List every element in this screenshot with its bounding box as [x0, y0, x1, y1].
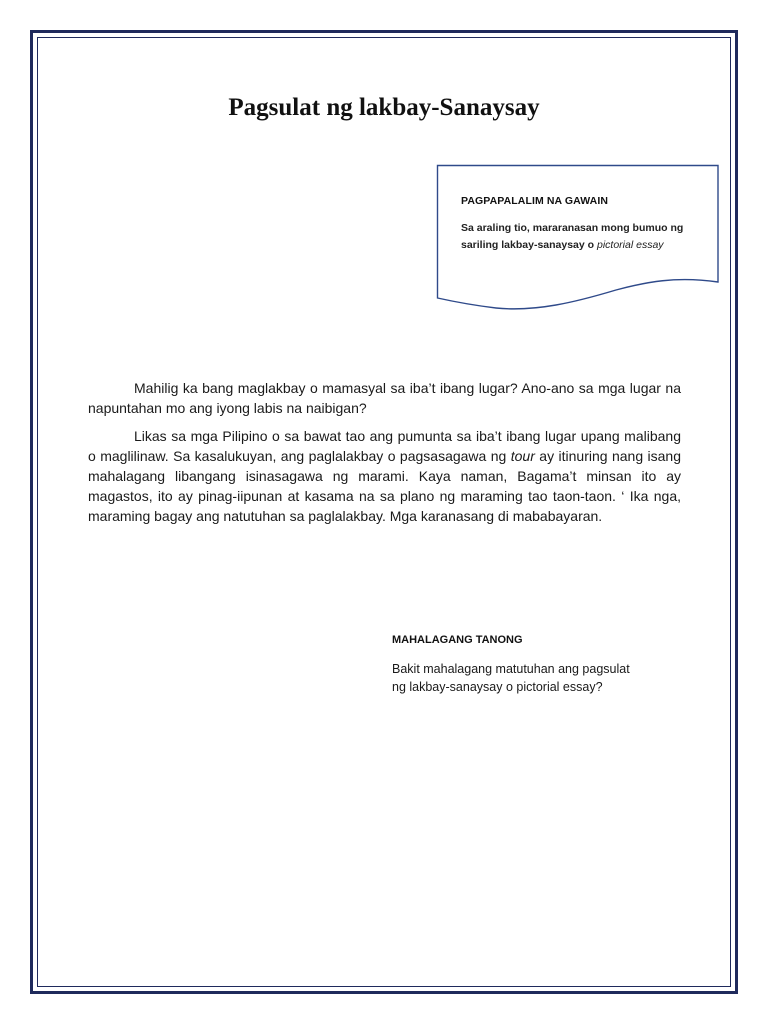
- paragraph-1: Mahilig ka bang maglakbay o mamasyal sa iba’t ibang lugar? Ano-ano sa mga lugar na napuntahan mo ang iyong labis na naibigan?: [88, 380, 681, 416]
- callout-text-main: Sa araling tio, mararanasan mong bumuo ng sariling lakbay-sanaysay o: [461, 222, 684, 251]
- callout-text: [461, 220, 723, 254]
- paragraph-2-italic: tour: [510, 448, 535, 464]
- question-heading: MAHALAGANG TANONG: [392, 634, 523, 646]
- paragraph-2-part-1: Likas sa mga Pilipino o sa bawat tao ang pumunta sa iba’t ibang lugar upang malibang o maglilinaw. Sa kasalukuyan, ang paglalakbay o pagsasagawa ng: [88, 428, 681, 464]
- body-text: [88, 378, 681, 534]
- paragraph-2: [88, 426, 681, 526]
- page-title: Pagsulat ng lakbay-Sanaysay: [228, 94, 540, 121]
- question-text: Bakit mahalagang matutuhan ang pagsulat ng lakbay-sanaysay o pictorial essay?: [392, 662, 630, 694]
- paragraph-2-part-2: ay itinuring nang isang mahalagang libangang isinasagawa ng marami. Kaya naman, Bagama’t minsan ito ay magastos, ito ay pinag-iipunan at kasama na sa plano ng maraming tao taon-taon. ‘ Ika nga, maraming bagay ang natutuhan sa paglalakbay. Mga karanasang di mababayaran.: [88, 448, 681, 524]
- callout-box: [436, 164, 720, 314]
- essential-question: [392, 634, 642, 696]
- callout-heading: PAGPAPALALIM NA GAWAIN: [461, 195, 609, 207]
- callout-text-italic: pictorial essay: [597, 239, 664, 251]
